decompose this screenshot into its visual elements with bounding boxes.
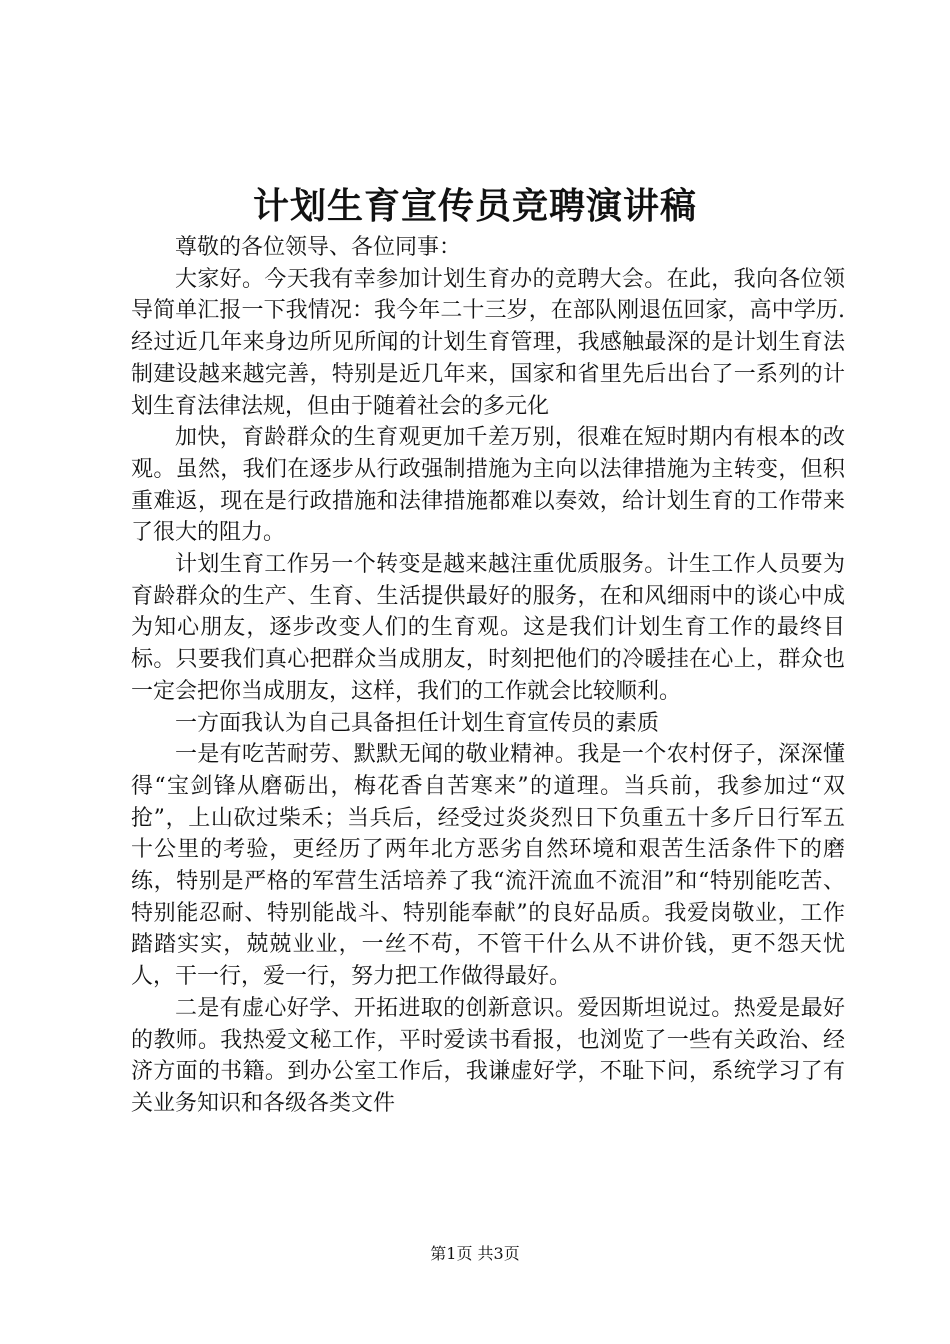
page-title: 计划生育宣传员竞聘演讲稿 bbox=[252, 185, 697, 227]
body-paragraph: 计划生育工作另一个转变是越来越注重优质服务。计生工作人员要为育龄群众的生产、生育、生活提供最好的服务，在和风细雨中的谈心中成为知心朋友，逐步改变人们的生育观。这是我们计划生育工作的最终目标。只要我们真心把群众当成朋友，时刻把他们的冷暖挂在心上，群众也一定会把你当成朋友，这样，我们的工作就会比较顺利。 bbox=[131, 552, 845, 704]
body-paragraph: 加快，育龄群众的生育观更加千差万别，很难在短时期内有根本的改观。虽然，我们在逐步从行政强制措施为主向以法律措施为主转变，但积重难返，现在是行政措施和法律措施都难以奏效，给计划生育的工作带来了很大的阻力。 bbox=[131, 425, 845, 546]
document-body bbox=[131, 232, 845, 1120]
body-paragraph: 一方面我认为自己具备担任计划生育宣传员的素质 bbox=[175, 710, 660, 736]
body-paragraph: 一是有吃苦耐劳、默默无闻的敬业精神。我是一个农村伢子，深深懂得“宝剑锋从磨砺出，梅花香自苦寒来”的道理。当兵前，我参加过“双抢”，上山砍过柴禾；当兵后，经受过炎炎烈日下负重五十多斤日行军五十公里的考验，更经历了两年北方恶劣自然环境和艰苦生活条件下的磨练，特别是严格的军营生活培养了我“流汗流血不流泪”和“特别能吃苦、特别能忍耐、特别能战斗、特别能奉献”的良好品质。我爱岗敬业，工作踏踏实实，兢兢业业，一丝不苟，不管干什么从不讲价钱，更不怨天忧人，干一行，爱一行，努力把工作做得最好。 bbox=[131, 742, 845, 990]
page-number-footer: 第1页 共3页 bbox=[430, 1244, 520, 1263]
body-paragraph: 二是有虚心好学、开拓进取的创新意识。爱因斯坦说过。热爱是最好的教师。我热爱文秘工作，平时爱读书看报，也浏览了一些有关政治、经济方面的书籍。到办公室工作后，我谦虚好学，不耻下问，系统学习了有关业务知识和各级各类文件 bbox=[131, 995, 845, 1116]
salutation-paragraph: 尊敬的各位领导、各位同事： bbox=[175, 235, 462, 260]
body-paragraph: 大家好。今天我有幸参加计划生育办的竞聘大会。在此，我向各位领导简单汇报一下我情况：我今年二十三岁，在部队刚退伍回家，高中学历.经过近几年来身边所见所闻的计划生育管理，我感触最深的是计划生育法制建设越来越完善，特别是近几年来，国家和省里先后出台了一系列的计划生育法律法规，但由于随着社会的多元化 bbox=[131, 266, 845, 419]
